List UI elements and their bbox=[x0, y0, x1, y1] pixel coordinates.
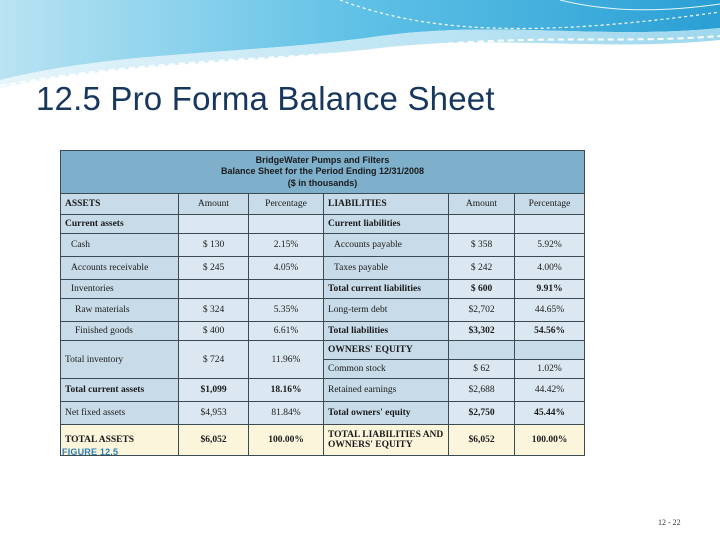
total-liab-equity-pct: 100.00% bbox=[515, 425, 585, 456]
total-liab-equity-label bbox=[324, 425, 449, 456]
col-amount: Amount bbox=[179, 194, 249, 215]
liability-pct: 9.91% bbox=[515, 280, 585, 299]
liability-amount: $3,302 bbox=[449, 322, 515, 341]
slide-title: 12.5 Pro Forma Balance Sheet bbox=[36, 80, 495, 117]
asset-label: Current assets bbox=[61, 215, 179, 234]
asset-label: Inventories bbox=[61, 280, 179, 299]
table-row bbox=[61, 341, 585, 360]
asset-amount: $ 324 bbox=[179, 299, 249, 322]
liability-label: Total current liabilities bbox=[324, 280, 449, 299]
liability-label: Accounts payable bbox=[324, 234, 449, 257]
col-percentage: Percentage bbox=[249, 194, 324, 215]
total-liab-equity-amount: $6,052 bbox=[449, 425, 515, 456]
column-header-row bbox=[61, 194, 585, 215]
liability-label: Common stock bbox=[324, 360, 449, 379]
asset-label: Raw materials bbox=[61, 299, 179, 322]
total-assets-amount: $6,052 bbox=[179, 425, 249, 456]
liability-label: Current liabilities bbox=[324, 215, 449, 234]
asset-label: Net fixed assets bbox=[61, 402, 179, 425]
liability-label: OWNERS' EQUITY bbox=[324, 341, 449, 360]
table-row bbox=[61, 234, 585, 257]
table-row bbox=[61, 402, 585, 425]
asset-amount bbox=[179, 215, 249, 234]
asset-label: Cash bbox=[61, 234, 179, 257]
total-liab-equity-line2: OWNERS' EQUITY bbox=[328, 440, 413, 450]
asset-pct: 4.05% bbox=[249, 257, 324, 280]
asset-pct bbox=[249, 280, 324, 299]
liability-pct: 44.42% bbox=[515, 379, 585, 402]
total-assets-pct: 100.00% bbox=[249, 425, 324, 456]
asset-amount: $ 245 bbox=[179, 257, 249, 280]
liability-pct: 1.02% bbox=[515, 360, 585, 379]
liability-label: Total liabilities bbox=[324, 322, 449, 341]
table-row bbox=[61, 280, 585, 299]
statement-period: Balance Sheet for the Period Ending 12/31/2008 bbox=[220, 166, 425, 177]
table-row bbox=[61, 322, 585, 341]
asset-pct: 6.61% bbox=[249, 322, 324, 341]
header-swoosh-decoration bbox=[0, 0, 720, 90]
figure-label: FIGURE 12.5 bbox=[62, 447, 119, 457]
table-row bbox=[61, 257, 585, 280]
liability-amount: $ 242 bbox=[449, 257, 515, 280]
asset-amount: $1,099 bbox=[179, 379, 249, 402]
liability-amount: $ 358 bbox=[449, 234, 515, 257]
liability-amount bbox=[449, 215, 515, 234]
liability-pct: 44.65% bbox=[515, 299, 585, 322]
asset-pct: 18.16% bbox=[249, 379, 324, 402]
liability-pct: 45.44% bbox=[515, 402, 585, 425]
liability-pct: 54.56% bbox=[515, 322, 585, 341]
asset-label: Accounts receivable bbox=[61, 257, 179, 280]
total-liab-equity-line1: TOTAL LIABILITIES AND bbox=[328, 430, 444, 440]
liability-pct bbox=[515, 215, 585, 234]
asset-pct bbox=[249, 215, 324, 234]
liability-amount: $2,702 bbox=[449, 299, 515, 322]
liability-amount: $ 62 bbox=[449, 360, 515, 379]
company-name: BridgeWater Pumps and Filters bbox=[255, 154, 390, 165]
col-amount: Amount bbox=[449, 194, 515, 215]
liability-pct: 4.00% bbox=[515, 257, 585, 280]
liability-amount: $ 600 bbox=[449, 280, 515, 299]
liability-label: Total owners' equity bbox=[324, 402, 449, 425]
asset-pct: 5.35% bbox=[249, 299, 324, 322]
table-row bbox=[61, 299, 585, 322]
asset-amount: $ 724 bbox=[179, 341, 249, 379]
liability-amount: $2,688 bbox=[449, 379, 515, 402]
total-assets-label: TOTAL ASSETS bbox=[61, 425, 179, 456]
liability-amount bbox=[449, 341, 515, 360]
table-row bbox=[61, 379, 585, 402]
table-heading bbox=[61, 151, 585, 194]
asset-pct: 11.96% bbox=[249, 341, 324, 379]
liability-label: Long-term debt bbox=[324, 299, 449, 322]
liability-amount: $2,750 bbox=[449, 402, 515, 425]
asset-pct: 2.15% bbox=[249, 234, 324, 257]
asset-label: Finished goods bbox=[61, 322, 179, 341]
liability-label: Taxes payable bbox=[324, 257, 449, 280]
balance-sheet-table bbox=[60, 150, 585, 456]
table-total-row bbox=[61, 425, 585, 456]
asset-amount bbox=[179, 280, 249, 299]
col-assets: ASSETS bbox=[61, 194, 179, 215]
asset-pct: 81.84% bbox=[249, 402, 324, 425]
statement-units: ($ in thousands) bbox=[287, 177, 358, 188]
liability-pct bbox=[515, 341, 585, 360]
asset-label: Total inventory bbox=[61, 341, 179, 379]
col-liabilities: LIABILITIES bbox=[324, 194, 449, 215]
page-number: 12 - 22 bbox=[658, 518, 681, 527]
asset-amount: $4,953 bbox=[179, 402, 249, 425]
asset-label: Total current assets bbox=[61, 379, 179, 402]
liability-pct: 5.92% bbox=[515, 234, 585, 257]
liability-label: Retained earnings bbox=[324, 379, 449, 402]
col-percentage: Percentage bbox=[515, 194, 585, 215]
asset-amount: $ 400 bbox=[179, 322, 249, 341]
asset-amount: $ 130 bbox=[179, 234, 249, 257]
table-row bbox=[61, 215, 585, 234]
